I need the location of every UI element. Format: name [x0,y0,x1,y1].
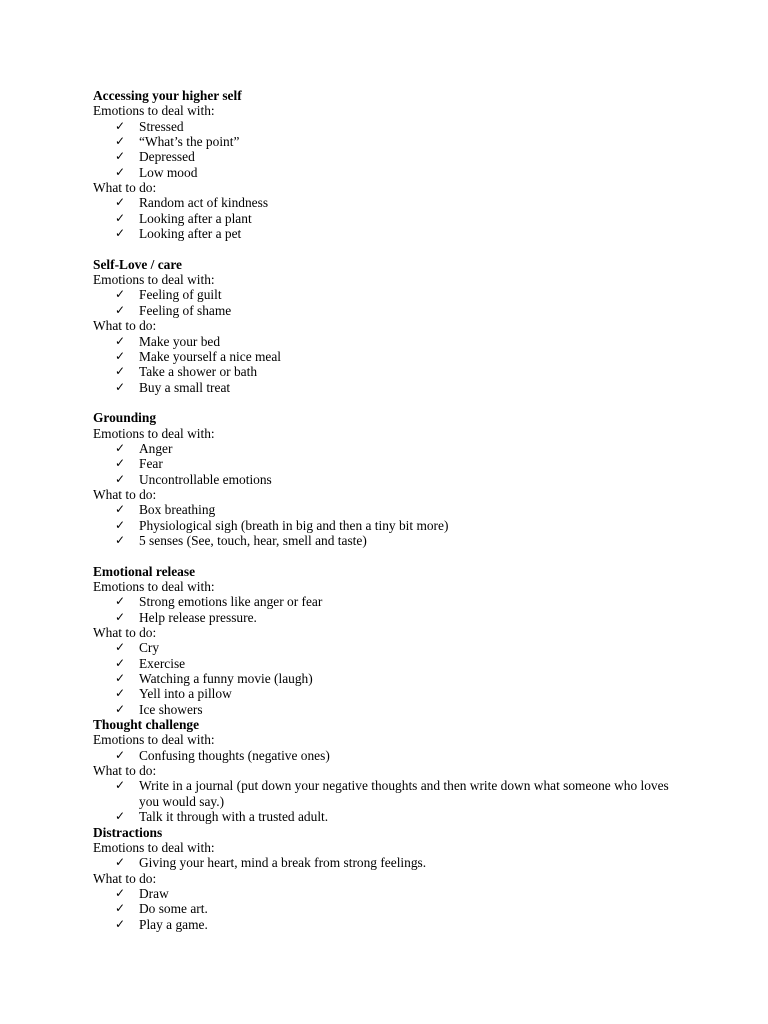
document-page [93,88,683,932]
todo-label: What to do: [93,870,157,886]
list-item: ✓ Physiological sigh (breath in big and then a tiny bit more) [115,517,449,533]
checkmark-icon: ✓ [115,456,126,471]
checkmark-icon: ✓ [115,333,126,348]
checkmark-icon: ✓ [115,686,126,701]
section-title: Thought challenge [93,717,200,733]
blank-line [93,395,683,410]
checkmark-icon: ✓ [115,640,126,655]
section-grounding [93,410,683,548]
checkmark-icon: ✓ [115,440,126,455]
list-item: ✓ Buy a small treat [115,379,231,395]
list-item: ✓ Make your bed [115,333,221,349]
list-item: ✓ Low mood [115,164,198,180]
list-item: ✓ Giving your heart, mind a break from strong feelings. [115,855,427,871]
checkmark-icon: ✓ [115,502,126,517]
list-item: ✓ Make yourself a nice meal [115,348,282,364]
list-item: ✓ Confusing thoughts (negative ones) [115,747,330,763]
section-title: Distractions [93,824,163,840]
checkmark-icon: ✓ [115,226,126,241]
checkmark-icon: ✓ [115,164,126,179]
checkmark-icon: ✓ [115,348,126,363]
list-item: ✓ Fear [115,456,163,472]
checkmark-icon: ✓ [115,118,126,133]
list-item: ✓ Looking after a pet [115,226,242,242]
todo-label: What to do: [93,318,157,334]
list-item: ✓ Anger [115,440,173,456]
checkmark-icon: ✓ [115,532,126,547]
checkmark-icon: ✓ [115,195,126,210]
emotions-label: Emotions to deal with: [93,732,215,748]
list-item: ✓ Feeling of guilt [115,287,222,303]
checkmark-icon: ✓ [115,655,126,670]
blank-line [93,548,683,563]
section-thought-challenge [93,717,683,824]
list-item: ✓ Depressed [115,149,195,165]
checkmark-icon: ✓ [115,747,126,762]
section-emotional-release [93,564,683,717]
todo-label: What to do: [93,625,157,641]
checkmark-icon: ✓ [115,287,126,302]
checkmark-icon: ✓ [115,210,126,225]
list-item: ✓ Cry [115,640,160,656]
list-item: ✓ Help release pressure. [115,609,257,625]
checkmark-icon: ✓ [115,302,126,317]
list-item: ✓ Strong emotions like anger or fear [115,594,323,610]
checkmark-icon: ✓ [115,855,126,870]
section-self-love-care [93,257,683,395]
checkmark-icon: ✓ [115,809,126,824]
list-item: ✓ Exercise [115,655,186,671]
section-title: Accessing your higher self [93,88,242,103]
checkmark-icon: ✓ [115,778,126,793]
checkmark-icon: ✓ [115,471,126,486]
emotions-label: Emotions to deal with: [93,425,215,441]
checkmark-icon: ✓ [115,671,126,686]
checkmark-icon: ✓ [115,379,126,394]
list-item: ✓ Draw [115,885,169,901]
checkmark-icon: ✓ [115,916,126,931]
todo-label: What to do: [93,763,157,779]
section-title: Emotional release [93,563,196,579]
emotions-label: Emotions to deal with: [93,103,215,119]
list-item: ✓ Looking after a plant [115,210,252,226]
emotions-label: Emotions to deal with: [93,579,215,594]
list-item: ✓ Talk it through with a trusted adult. [115,809,329,825]
section-title: Grounding [93,410,157,426]
blank-line [93,241,683,256]
checkmark-icon: ✓ [115,901,126,916]
list-item: ✓ Write in a journal (put down your negative thoughts and then write down what someone who loves you would say.) [115,778,669,809]
section-title: Self-Love / care [93,256,182,272]
list-item: ✓ Ice showers [115,701,203,717]
section-accessing-higher-self [93,88,683,241]
list-item: ✓ Watching a funny movie (laugh) [115,671,313,687]
todo-label: What to do: [93,486,157,502]
emotions-label: Emotions to deal with: [93,272,215,288]
list-item: ✓ “What’s the point” [115,134,240,150]
todo-label: What to do: [93,180,157,196]
checkmark-icon: ✓ [115,594,126,609]
list-item: ✓ Stressed [115,118,184,134]
checkmark-icon: ✓ [115,609,126,624]
checkmark-icon: ✓ [115,134,126,149]
list-item: ✓ Yell into a pillow [115,686,232,702]
section-distractions [93,825,683,932]
list-item: ✓ Feeling of shame [115,302,232,318]
checkmark-icon: ✓ [115,517,126,532]
list-item: ✓ Take a shower or bath [115,364,258,380]
checkmark-icon: ✓ [115,149,126,164]
checkmark-icon: ✓ [115,364,126,379]
list-item: ✓ Uncontrollable emotions [115,471,272,487]
list-item: ✓ Box breathing [115,502,216,518]
list-item: ✓ Random act of kindness [115,195,269,211]
checkmark-icon: ✓ [115,885,126,900]
checkmark-icon: ✓ [115,701,126,716]
list-item: ✓ Do some art. [115,901,208,917]
list-item: ✓ Play a game. [115,916,208,932]
emotions-label: Emotions to deal with: [93,839,215,855]
list-item: ✓ 5 senses (See, touch, hear, smell and taste) [115,532,367,548]
